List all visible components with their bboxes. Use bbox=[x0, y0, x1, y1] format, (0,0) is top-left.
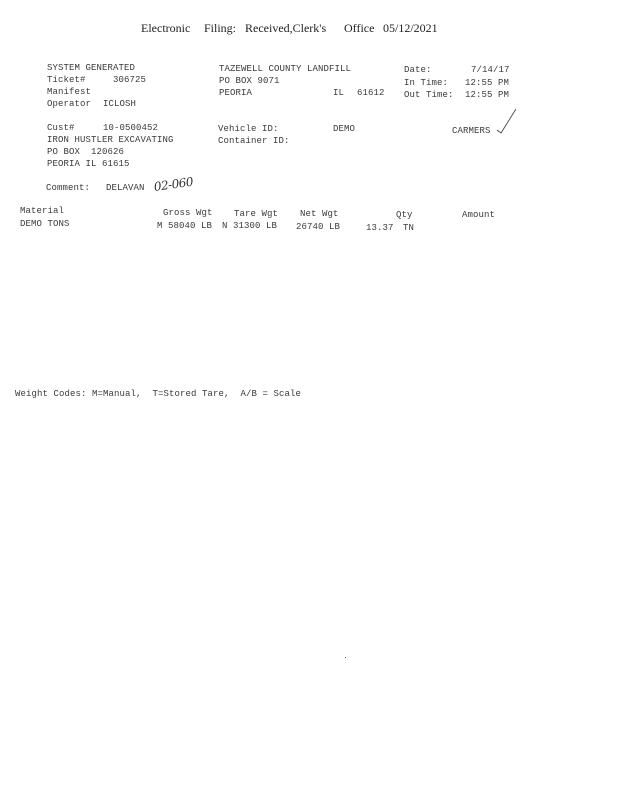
system-generated: SYSTEM GENERATED bbox=[47, 63, 136, 73]
row-material: DEMO TONS bbox=[20, 219, 70, 229]
row-unit: TN bbox=[403, 223, 415, 233]
row-tare-wgt: 31300 LB bbox=[233, 221, 278, 231]
comment-label: Comment: bbox=[46, 183, 91, 193]
col-gross-wgt: Gross Wgt bbox=[163, 208, 213, 218]
handwritten-check-mark-icon bbox=[496, 108, 518, 134]
handwritten-note: 02-060 bbox=[153, 174, 194, 194]
out-time-label: Out Time: bbox=[404, 90, 454, 100]
col-material: Material bbox=[20, 206, 65, 216]
date-label: Date: bbox=[404, 65, 432, 75]
customer-name: IRON HUSTLER EXCAVATING bbox=[47, 135, 174, 145]
cust-label: Cust# bbox=[47, 123, 75, 133]
customer-city: PEORIA IL 61615 bbox=[47, 159, 130, 169]
col-net-wgt: Net Wgt bbox=[300, 209, 339, 219]
vehicle-id: DEMO bbox=[333, 124, 356, 134]
operator-value: ICLOSH bbox=[103, 99, 137, 109]
header-filing: Filing: bbox=[204, 21, 237, 35]
date-value: 7/14/17 bbox=[471, 65, 510, 75]
landfill-po-box: PO BOX 9071 bbox=[219, 76, 280, 86]
col-tare-wgt: Tare Wgt bbox=[234, 209, 279, 219]
carrier-mark: CARMERS bbox=[452, 126, 491, 136]
col-amount: Amount bbox=[462, 210, 496, 220]
customer-po-box: PO BOX 120626 bbox=[47, 147, 125, 157]
row-net-wgt: 26740 LB bbox=[296, 222, 341, 232]
landfill-name: TAZEWELL COUNTY LANDFILL bbox=[219, 64, 352, 74]
vehicle-label: Vehicle ID: bbox=[218, 124, 279, 134]
landfill-state: IL bbox=[333, 88, 345, 98]
col-qty: Qty bbox=[396, 210, 413, 220]
header-electronic: Electronic bbox=[141, 21, 191, 35]
filing-header bbox=[0, 21, 618, 37]
header-date: 05/12/2021 bbox=[383, 21, 438, 35]
in-time-value: 12:55 PM bbox=[465, 78, 510, 88]
landfill-zip: 61612 bbox=[357, 88, 385, 98]
row-tare-flag: N bbox=[222, 221, 228, 231]
cust-number: 10-0500452 bbox=[103, 123, 159, 133]
manifest-label: Manifest bbox=[47, 87, 92, 97]
row-gross-wgt: 58040 LB bbox=[168, 221, 213, 231]
header-office: Office bbox=[344, 21, 375, 35]
scan-speck bbox=[345, 657, 346, 658]
weight-codes-legend: Weight Codes: M=Manual, T=Stored Tare, A/B = Scale bbox=[15, 389, 302, 399]
header-received: Received,Clerk's bbox=[245, 21, 327, 35]
operator-label: Operator bbox=[47, 99, 92, 109]
ticket-label: Ticket# bbox=[47, 75, 86, 85]
landfill-city: PEORIA bbox=[219, 88, 253, 98]
in-time-label: In Time: bbox=[404, 78, 449, 88]
comment-value: DELAVAN bbox=[106, 183, 145, 193]
row-qty: 13.37 bbox=[366, 223, 394, 233]
out-time-value: 12:55 PM bbox=[465, 90, 510, 100]
ticket-number: 306725 bbox=[113, 75, 147, 85]
row-gross-flag: M bbox=[157, 221, 163, 231]
container-label: Container ID: bbox=[218, 136, 290, 146]
